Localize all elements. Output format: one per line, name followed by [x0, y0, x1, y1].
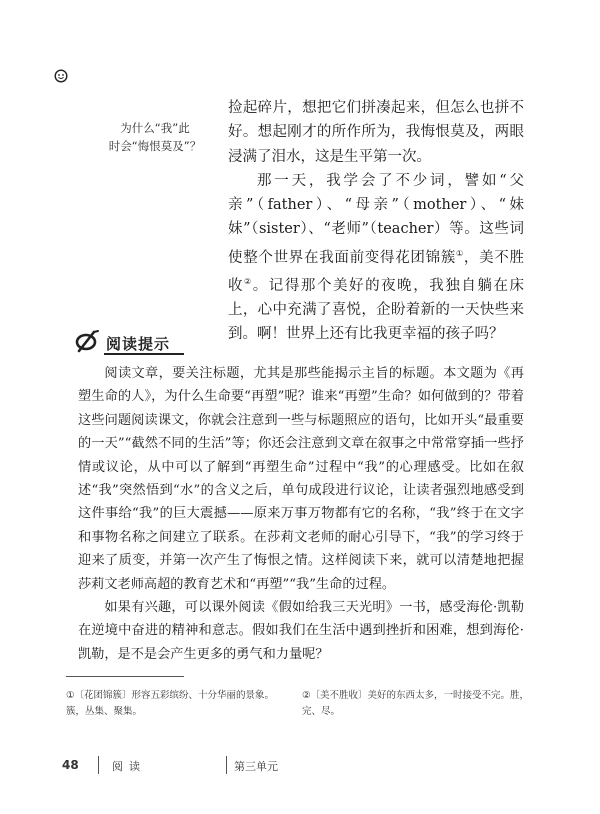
footnote-term: 〔花团锦簇〕 [74, 690, 132, 701]
story-text-run: 那一天，我学会了不少词，譬如“父亲”（father）、“母亲”（mother）、“妹妹”（sister）、“老师”（teacher）等。这些词使整个世界在我面前变得花团锦簇 [228, 172, 524, 266]
story-text-run: ，美不胜收 [228, 249, 525, 294]
footnote-ref[interactable]: ① [456, 248, 464, 258]
margin-question [100, 119, 210, 155]
footnote-2 [302, 688, 534, 720]
footer-divider [226, 756, 227, 774]
footnote-divider [66, 676, 184, 677]
story-paragraph [228, 169, 524, 347]
footnote-1 [66, 688, 286, 720]
story-paragraph: 捡起碎片，想把它们拼凑起来，但怎么也拼不好。想起刚才的所作所为，我悔恨莫及，两眼浸满了泪水，这是生平第一次。 [228, 100, 524, 165]
footnote-text: 美好的东西太多，一时接受不完。胜，完、尽。 [302, 690, 530, 717]
tips-paragraph: 阅读文章，要关注标题，尤其是那些能揭示主旨的标题。本文题为《再塑生命的人》，为什么生命要“再塑”呢？谁来“再塑”生命？如何做到的？带着这些问题阅读课文，你就会注意到一些与标题照应的语句，比如开头“最重要的一天”“截然不同的生活”等；你还会注意到文章在叙事之中常常穿插一些抒情或议论，从中可以了解到“再塑生命”过程中“我”的心理感受。比如在叙述“我”突然悟到“水”的含义之后，单句成段进行议论，让读者强烈地感受到这件事给“我”的巨大震撼——原来万事万物都有它的名称，“我”终于在文字和事物名称之间建立了联系。在莎莉文老师的耐心引导下，“我”的学习终于迎来了质变，并第一次产生了悔恨之情。这样阅读下来，就可以清楚地把握莎莉文老师高超的教育艺术和“再塑”“我”生命的过程。 [78, 366, 524, 592]
margin-question-line: 时会“悔恨莫及”？ [108, 139, 202, 153]
title-underline [104, 353, 184, 355]
reading-tips-title: 阅读提示 [106, 334, 171, 353]
page-footer [0, 758, 600, 788]
footnote-term: 〔美不胜收〕 [310, 690, 368, 701]
footer-divider [98, 756, 99, 774]
story-text-run: 。记得那个美好的夜晚，我独自躺在床上，心中充满了喜悦，企盼着新的一天快些来到。啊！世界上还有比我更幸福的孩子吗？ [228, 277, 525, 343]
tips-paragraph: 如果有兴趣，可以课外阅读《假如给我三天光明》一书，感受海伦·凯勒在逆境中奋进的精神和意志。假如我们在生活中遇到挫折和困难，想到海伦·凯勒，是不是会产生更多的勇气和力量呢？ [78, 600, 524, 662]
footnote-mark: ① [66, 690, 75, 701]
margin-question-line: 为什么“我”此 [120, 121, 190, 135]
reading-tips-body [78, 362, 524, 666]
smiley-icon [54, 68, 68, 82]
unit-name: 第三单元 [234, 760, 278, 773]
reading-tips-icon [74, 329, 100, 357]
page-number: 48 [62, 758, 79, 772]
footnote-mark: ② [302, 690, 311, 701]
footnote-ref[interactable]: ② [244, 276, 253, 286]
story-text [228, 96, 524, 347]
section-name: 阅读 [112, 760, 146, 773]
footnote-text: 形容五彩缤纷、十分华丽的景象。簇，丛集、聚集。 [66, 690, 275, 717]
